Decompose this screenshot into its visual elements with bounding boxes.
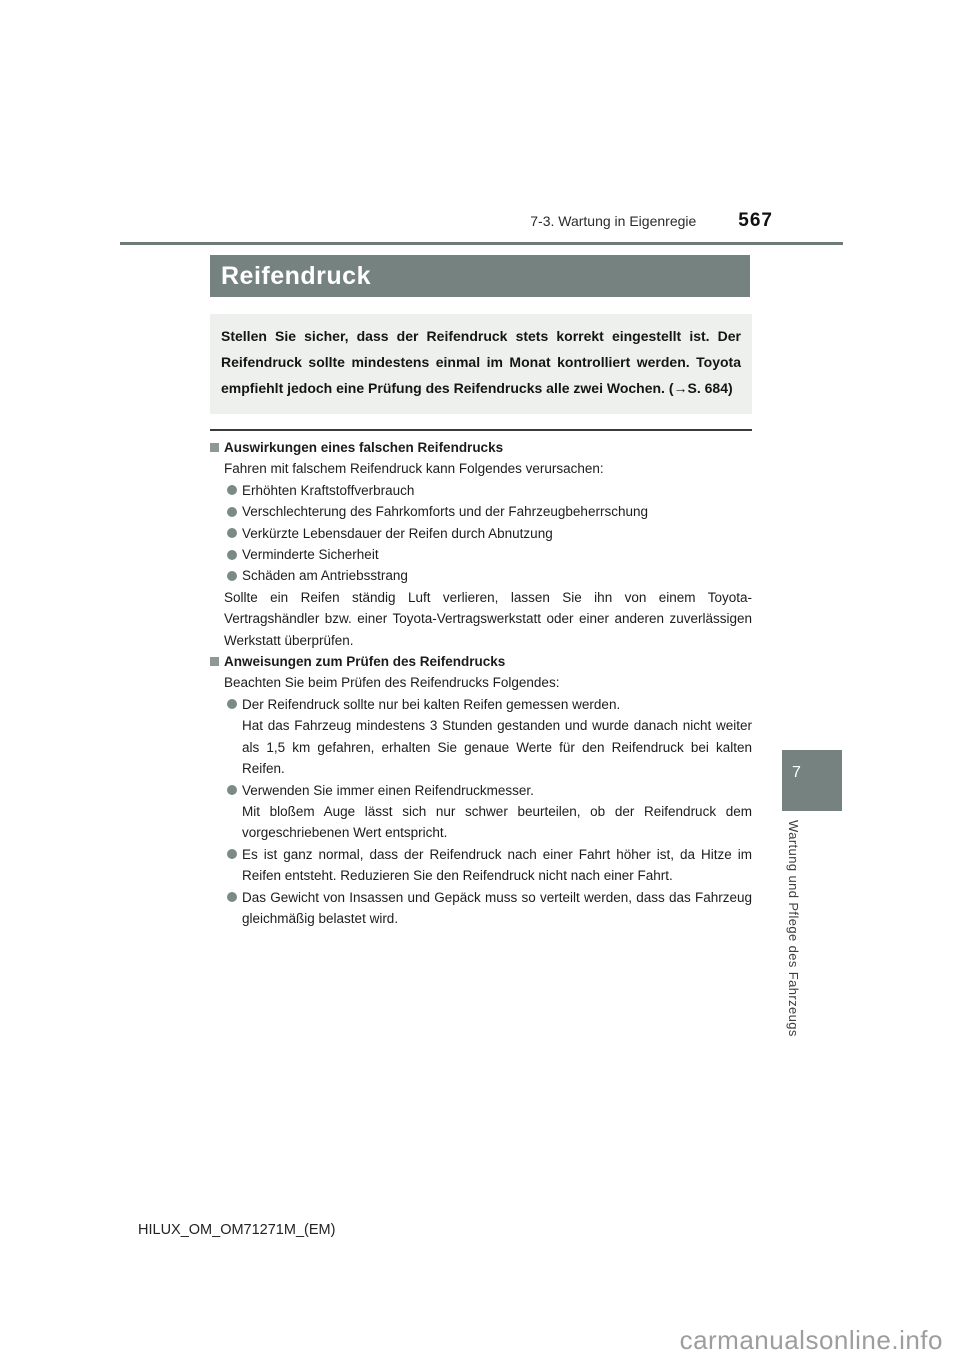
chapter-title: Wartung und Pflege des Fahrzeugs bbox=[786, 820, 801, 1037]
bullet-icon bbox=[227, 892, 237, 902]
watermark: carmanualsonline.info bbox=[679, 1325, 943, 1355]
bullet-icon bbox=[227, 550, 237, 560]
bullet-icon bbox=[227, 699, 237, 709]
header-rule bbox=[120, 242, 843, 245]
bullet-text: Es ist ganz normal, dass der Reifendruck nach einer Fahrt höher ist, da Hitze im Reifen entsteht. Reduzieren Sie den Reifendruck nicht nach einer Fahrt. bbox=[242, 846, 752, 884]
chapter-number: 7 bbox=[792, 764, 801, 781]
bullet-detail: Hat das Fahrzeug mindestens 3 Stunden gestanden und wurde danach nicht weiter als 1,5 km gefahren, erhalten Sie genaue Werte für den Reifendruck bei kalten Reifen. bbox=[242, 718, 752, 777]
page-number: 567 bbox=[738, 210, 773, 231]
section-intro: Beachten Sie beim Prüfen des Reifendrucks Folgendes: bbox=[224, 675, 560, 691]
section-intro: Fahren mit falschem Reifendruck kann Folgendes verursachen: bbox=[224, 461, 604, 477]
list-item bbox=[210, 887, 752, 930]
list-item bbox=[210, 780, 752, 844]
bullet-icon bbox=[227, 849, 237, 859]
bullet-icon bbox=[227, 507, 237, 517]
bullet-detail: Mit bloßem Auge lässt sich nur schwer beurteilen, ob der Reifendruck dem vorgeschriebenen Wert entspricht. bbox=[242, 803, 752, 841]
list-item bbox=[210, 565, 752, 586]
chapter-tab bbox=[782, 750, 842, 811]
list-item bbox=[210, 844, 752, 887]
section-label: 7-3. Wartung in Eigenregie bbox=[530, 213, 697, 229]
square-marker-icon bbox=[210, 657, 219, 666]
bullet-icon bbox=[227, 485, 237, 495]
list-item bbox=[210, 694, 752, 780]
section-heading bbox=[210, 437, 752, 458]
bullet-icon bbox=[227, 528, 237, 538]
bullet-text: Verkürzte Lebensdauer der Reifen durch Abnutzung bbox=[242, 525, 553, 541]
section-paragraph: Sollte ein Reifen ständig Luft verlieren, lassen Sie ihn von einem Toyota-Vertragshändler bzw. einer Toyota-Vertragswerkstatt oder einer anderen zuverlässigen Werkstatt überprüfen. bbox=[224, 589, 752, 648]
bullet-text: Verwenden Sie immer einen Reifendruckmesser. bbox=[242, 782, 534, 798]
bullet-text: Das Gewicht von Insassen und Gepäck muss so verteilt werden, dass das Fahrzeug gleichmäßig belastet wird. bbox=[242, 889, 752, 926]
content-divider bbox=[210, 429, 752, 431]
list-item bbox=[210, 501, 752, 522]
bullet-text: Verminderte Sicherheit bbox=[242, 547, 379, 563]
bullet-icon bbox=[227, 571, 237, 581]
list-item bbox=[210, 523, 752, 544]
page-title: Reifendruck bbox=[210, 255, 750, 297]
bullet-text: Erhöhten Kraftstoffverbrauch bbox=[242, 482, 415, 498]
bullet-icon bbox=[227, 785, 237, 795]
running-header bbox=[120, 210, 773, 232]
section-heading bbox=[210, 651, 752, 672]
notice-box: Stellen Sie sicher, dass der Reifendruck stets korrekt eingestellt ist. Der Reifendruck sollte mindestens einmal im Monat kontrolliert werden. Toyota empfiehlt jedoch eine Prüfung des Reifendrucks alle zwei Wochen. (→S. 684) bbox=[210, 314, 752, 414]
section-heading-label: Anweisungen zum Prüfen des Reifendrucks bbox=[224, 654, 506, 670]
square-marker-icon bbox=[210, 443, 219, 452]
document-code: HILUX_OM_OM71271M_(EM) bbox=[138, 1222, 336, 1238]
list-item bbox=[210, 480, 752, 501]
body-content bbox=[210, 437, 752, 929]
bullet-text: Der Reifendruck sollte nur bei kalten Reifen gemessen werden. bbox=[242, 696, 621, 712]
list-item bbox=[210, 544, 752, 565]
section-heading-label: Auswirkungen eines falschen Reifendrucks bbox=[224, 440, 504, 455]
bullet-text: Schäden am Antriebsstrang bbox=[242, 568, 408, 584]
bullet-text: Verschlechterung des Fahrkomforts und der Fahrzeugbeherrschung bbox=[242, 504, 648, 520]
